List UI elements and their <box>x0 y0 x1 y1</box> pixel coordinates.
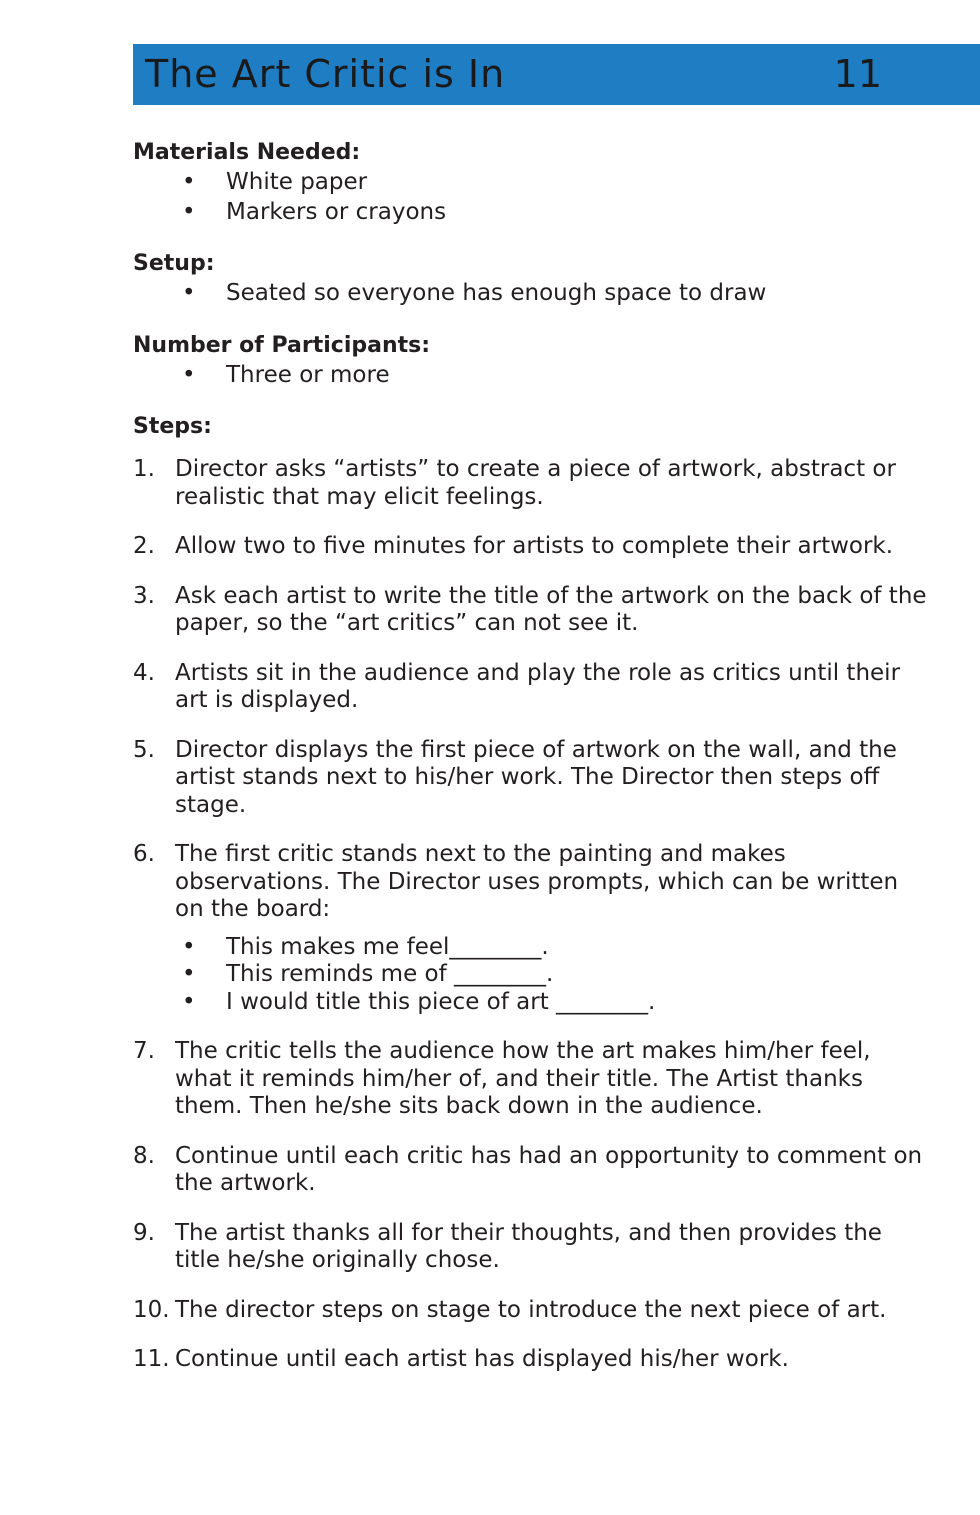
list-item: • Seated so everyone has enough space to draw <box>133 279 933 309</box>
step-text: The director steps on stage to introduce the next piece of art. <box>175 1296 887 1323</box>
setup-heading: Setup: <box>133 251 215 276</box>
step-text: Director asks “artists” to create a piece of artwork, abstract or realistic that may elicit feelings. <box>175 456 896 510</box>
step-item <box>133 1038 933 1121</box>
step-item <box>133 583 933 638</box>
step-number: 9. <box>133 1219 155 1246</box>
step-item <box>133 737 933 820</box>
materials-heading: Materials Needed: <box>133 140 361 165</box>
steps-heading: Steps: <box>133 414 212 439</box>
step-text: Continue until each artist has displayed his/her work. <box>175 1346 789 1372</box>
setup-list <box>133 279 933 309</box>
step-text: Allow two to five minutes for artists to complete their artwork. <box>175 533 894 559</box>
list-item: • Three or more <box>133 361 933 391</box>
prompt-item: • I would title this piece of art ________. <box>133 989 933 1017</box>
step-text: Artists sit in the audience and play the role as critics until their art is displayed. <box>175 659 901 713</box>
list-item: • White paper <box>133 168 933 198</box>
step-item <box>133 660 933 715</box>
step-text: The first critic stands next to the painting and makes observations. The Director uses prompts, which can be written on the board: <box>175 841 899 922</box>
step-number: 1. <box>133 456 155 482</box>
prompt-item: • This reminds me of ________. <box>133 961 933 989</box>
step-number: 3. <box>133 582 155 609</box>
participants-heading: Number of Participants: <box>133 332 431 358</box>
step-number: 7. <box>133 1038 155 1064</box>
step-number: 8. <box>133 1142 155 1169</box>
participants-list <box>133 361 933 391</box>
step-item <box>133 456 933 511</box>
steps-list <box>133 456 933 1374</box>
step-item <box>133 1297 933 1325</box>
step-text: The artist thanks all for their thoughts, and then provides the title he/she originally chose. <box>175 1219 882 1273</box>
materials-list <box>133 168 933 227</box>
prompt-list <box>133 934 933 1017</box>
step-number: 11. <box>133 1346 170 1372</box>
step-item <box>133 1143 933 1198</box>
step-item <box>133 841 933 1016</box>
list-item: • Markers or crayons <box>133 198 933 228</box>
step-text: Director displays the first piece of artwork on the wall, and the artist stands next to his/her work. The Director then steps off stage. <box>175 736 897 818</box>
prompt-item: • This makes me feel________. <box>133 934 933 962</box>
step-item <box>133 1220 933 1275</box>
step-number: 10. <box>133 1296 170 1323</box>
header-band <box>133 44 980 105</box>
step-number: 4. <box>133 659 155 686</box>
step-item <box>133 1346 933 1374</box>
page-title: The Art Critic is In <box>145 52 506 96</box>
step-number: 6. <box>133 841 155 867</box>
step-number: 5. <box>133 736 155 763</box>
page-number: 11 <box>833 52 882 96</box>
step-text: Continue until each critic has had an opportunity to comment on the artwork. <box>175 1142 923 1196</box>
step-item <box>133 533 933 561</box>
step-text: Ask each artist to write the title of the artwork on the back of the paper, so the “art critics” can not see it. <box>175 582 927 636</box>
page-content <box>133 138 933 1396</box>
step-text: The critic tells the audience how the art makes him/her feel, what it reminds him/her of, and their title. The Artist thanks them. Then he/she sits back down in the audience. <box>175 1038 871 1119</box>
step-number: 2. <box>133 533 155 559</box>
